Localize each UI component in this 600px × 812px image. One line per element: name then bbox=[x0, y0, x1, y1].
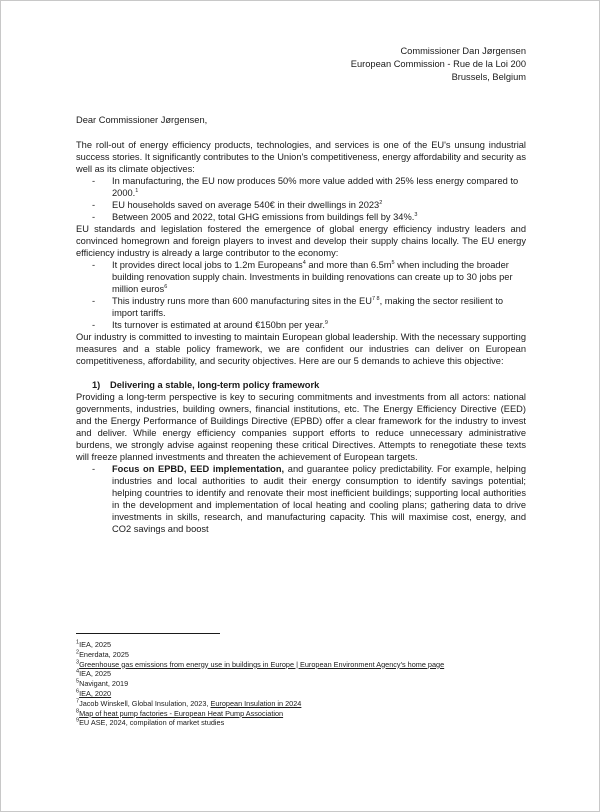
list-item: - It provides direct local jobs to 1.2m Europeans$^4$ and more than $6.5m^5$ when including the broader building renovation supply chain. Investments in building renovations can create up to 30 jobs per million euros$^6$ bbox=[76, 259, 526, 295]
footnote-link[interactable]: IEA, 2020 bbox=[79, 688, 112, 698]
intro-list bbox=[76, 175, 526, 223]
standards-list bbox=[76, 259, 526, 331]
footnote: $^5$Navigant, 2019 bbox=[76, 678, 129, 689]
footnote: $^6$IEA, 2020 bbox=[76, 688, 112, 698]
footnote: $^8$Map of heat pump factories - European Heat Pump Association bbox=[76, 708, 284, 718]
letter-body bbox=[76, 45, 526, 535]
list-item: - Focus on EPBD, EED implementation, and guarantee policy predictability. For example, helping industries and local authorities to audit their energy consumption to identify savings potential; helping countries to identify and renovate their most inefficient buildings; supporting local authorities in the development and implementation of local heating and cooling plans; gathering data to drive investments in skills, research, and manufacturing capacity. This will maximise cost, energy, and CO2 savings and boost bbox=[76, 463, 526, 535]
footnote: $^2$Enerdata, 2025 bbox=[76, 649, 129, 659]
footnote: $^4$IEA, 2025 bbox=[76, 668, 112, 679]
list-item: - In manufacturing, the EU now produces 50% more value added with 25% less energy compared to 2000.$^1$ bbox=[76, 175, 526, 199]
footnote-link[interactable]: Map of heat pump factories - European Heat Pump Association bbox=[79, 708, 284, 718]
list-item: - This industry runs more than 600 manufacturing sites in the $EU^{7 8}$, making the sector resilient to import tariffs. bbox=[76, 295, 526, 319]
section-number: 1) bbox=[92, 380, 101, 390]
greeting: Dear Commissioner Jørgensen, bbox=[76, 115, 208, 125]
footnote: $^7$Jacob Winskell, Global Insulation, 2023, European Insulation in 2024 bbox=[76, 698, 302, 708]
footnote-separator bbox=[76, 633, 220, 634]
address-line: European Commission - Rue de la Loi 200 bbox=[350, 59, 526, 69]
commitment-paragraph: Our industry is committed to investing to maintain European global leadership. With the necessary supporting measures and a stable policy framework, we are confident our industries can deliver on European competitiveness, affordability, and security objectives. Here are our 5 demands to achieve this objective: bbox=[76, 332, 526, 366]
address-line: Commissioner Dan Jørgensen bbox=[400, 46, 526, 56]
list-item: - Between 2005 and 2022, total GHG emissions from buildings fell by 34%.$^3$ bbox=[76, 211, 526, 223]
list-item: - Its turnover is estimated at around €150bn per year.$^9$ bbox=[76, 319, 526, 331]
footnote-link[interactable]: Greenhouse gas emissions from energy use in buildings in Europe | European Environment Agency's home page bbox=[79, 659, 445, 669]
section-body: Providing a long-term perspective is key to securing commitments and investments from all actors: national governments, industries, building owners, financial institutions, etc. The Energy Efficiency Directive (EED) and the Energy Performance of Buildings Directive (EPBD) offer a clear framework for the industry to invest and deliver. While energy efficiency companies support efforts to reduce unnecessary administrative burdens, we strongly advise against reopening these critical Directives. Attempts to renegotiate these texts will freeze planned investments and threaten the achievement of European targets. bbox=[76, 392, 526, 462]
recipient-address bbox=[76, 45, 526, 84]
address-line: Brussels, Belgium bbox=[451, 72, 526, 82]
standards-paragraph: EU standards and legislation fostered the emergence of global energy efficiency industry leaders and convinced homegrown and foreign players to invest and develop their supply chains locally. The EU energy efficiency industry is already a large contributor to the economy: bbox=[76, 224, 526, 258]
intro-paragraph: The roll-out of energy efficiency products, technologies, and services is one of the EU's unsung industrial success stories. It significantly contributes to the Union's competitiveness, energy affordability and security as well as its climate objectives: bbox=[76, 140, 526, 174]
footnote-link[interactable]: European Insulation in 2024 bbox=[210, 698, 302, 708]
list-item: - EU households saved on average 540€ in their dwellings in 2023$^2$ bbox=[76, 199, 526, 211]
section-title: Delivering a stable, long-term policy framework bbox=[110, 380, 320, 390]
section-heading bbox=[76, 379, 526, 391]
footnote: $^3$Greenhouse gas emissions from energy use in buildings in Europe | European Environment Agency's home page bbox=[76, 659, 445, 669]
section-list bbox=[76, 463, 526, 535]
footnote: $^9$EU ASE, 2024, compilation of market studies bbox=[76, 717, 225, 728]
footnotes bbox=[76, 640, 526, 728]
footnote: $^1$IEA, 2025 bbox=[76, 639, 112, 649]
